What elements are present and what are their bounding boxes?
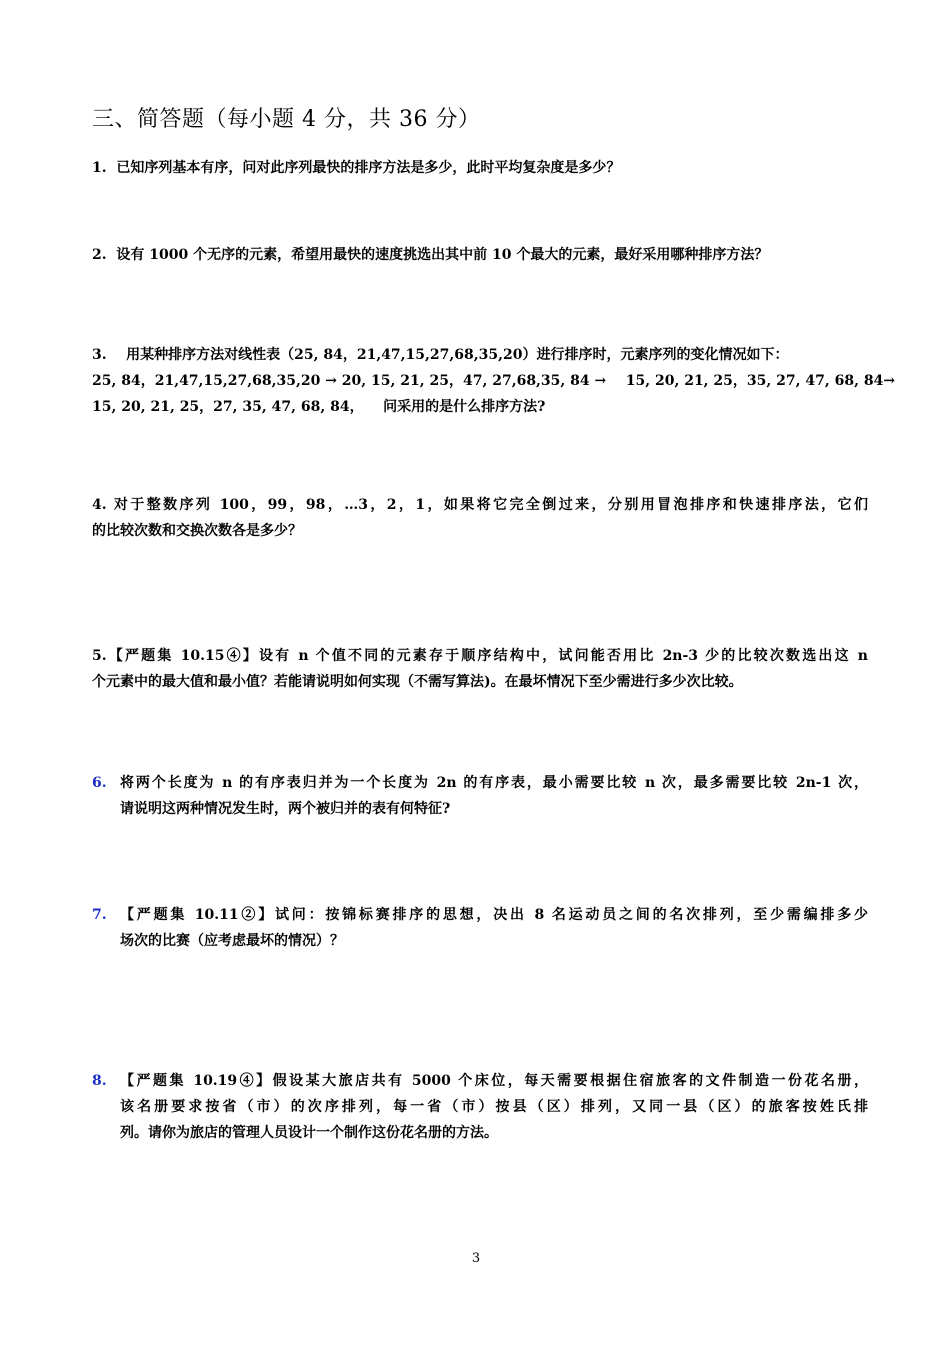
question-2-number: 2. — [92, 247, 107, 263]
question-1-text: 已知序列基本有序，问对此序列最快的排序方法是多少，此时平均复杂度是多少？ — [116, 160, 621, 176]
question-4-number: 4. — [92, 497, 107, 513]
question-3-text: 用某种排序方法对线性表（25, 84，21,47,15,27,68,35,20）进行排序时，元素序列的变化情况如下： — [126, 347, 789, 363]
question-4 — [92, 492, 868, 544]
question-7 — [92, 902, 868, 954]
section-title: 三、简答题（每小题 4 分，共 36 分） — [92, 107, 481, 132]
question-8 — [92, 1068, 868, 1146]
question-2-text: 设有 1000 个无序的元素，希望用最快的速度挑选出其中前 10 个最大的元素，最好采用哪种排序方法？ — [116, 247, 769, 263]
question-1 — [92, 155, 868, 181]
page-number: 3 — [471, 1251, 481, 1266]
question-5-line-2: 个元素中的最大值和最小值？若能请说明如何实现（不需写算法)。在最坏情况下至少需进行多少次比较。 — [92, 674, 743, 690]
question-8-line-3: 列。请你为旅店的管理人员设计一个制作这份花名册的方法。 — [120, 1125, 498, 1141]
question-3-number: 3. — [92, 347, 107, 363]
question-2-line-1 — [92, 242, 868, 268]
question-3-line-2: 25, 84，21,47,15,27,68,35,20 → 20, 15, 21, 25，47, 27,68,35, 84 → 15, 20, 21, 25，35, 27, 47, 68, 84→ — [92, 373, 896, 389]
question-3-line-3: 15, 20, 21, 25，27, 35, 47, 68, 84， 问采用的是什么排序方法? — [92, 399, 546, 415]
question-8-line-2: 该名册要求按省（市）的次序排列，每一省（市）按县（区）排列，又同一县（区）的旅客按姓氏排 — [120, 1099, 868, 1115]
question-1-number: 1. — [92, 160, 107, 176]
question-4-line-1 — [92, 492, 868, 518]
question-8-line-1: 【严题集 10.19④】假设某大旅店共有 5000 个床位，每天需要根据住宿旅客的文件制造一份花名册， — [120, 1073, 868, 1089]
question-4-text: 对于整数序列 100，99，98，…3，2，1，如果将它完全倒过来，分别用冒泡排序和快速排序法，它们 — [113, 497, 868, 513]
question-8-number: 8. — [92, 1073, 107, 1089]
question-5-line-1 — [92, 643, 868, 669]
question-2 — [92, 242, 868, 268]
question-4-line-2: 的比较次数和交换次数各是多少？ — [92, 523, 302, 539]
question-7-number: 7. — [92, 907, 107, 923]
question-6-number: 6. — [92, 775, 107, 791]
question-6-line-1: 将两个长度为 n 的有序表归并为一个长度为 2n 的有序表，最小需要比较 n 次，最多需要比较 2n-1 次， — [120, 775, 868, 791]
question-5 — [92, 643, 868, 695]
question-3-line-1 — [92, 342, 868, 368]
question-1-line-1 — [92, 155, 868, 181]
question-6-line-2: 请说明这两种情况发生时，两个被归并的表有何特征? — [120, 801, 451, 817]
question-6 — [92, 770, 868, 822]
question-3 — [92, 342, 896, 420]
question-5-text: 【严题集 10.15④】设有 n 个值不同的元素存于顺序结构中，试问能否用比 2n-3 少的比较次数选出这 n — [106, 648, 868, 664]
question-5-number: 5. — [92, 648, 107, 664]
question-7-line-1: 【严题集 10.11②】试问：按锦标赛排序的思想，决出 8 名运动员之间的名次排列，至少需编排多少 — [120, 907, 868, 923]
question-7-line-2: 场次的比赛（应考虑最坏的情况）？ — [120, 933, 344, 949]
